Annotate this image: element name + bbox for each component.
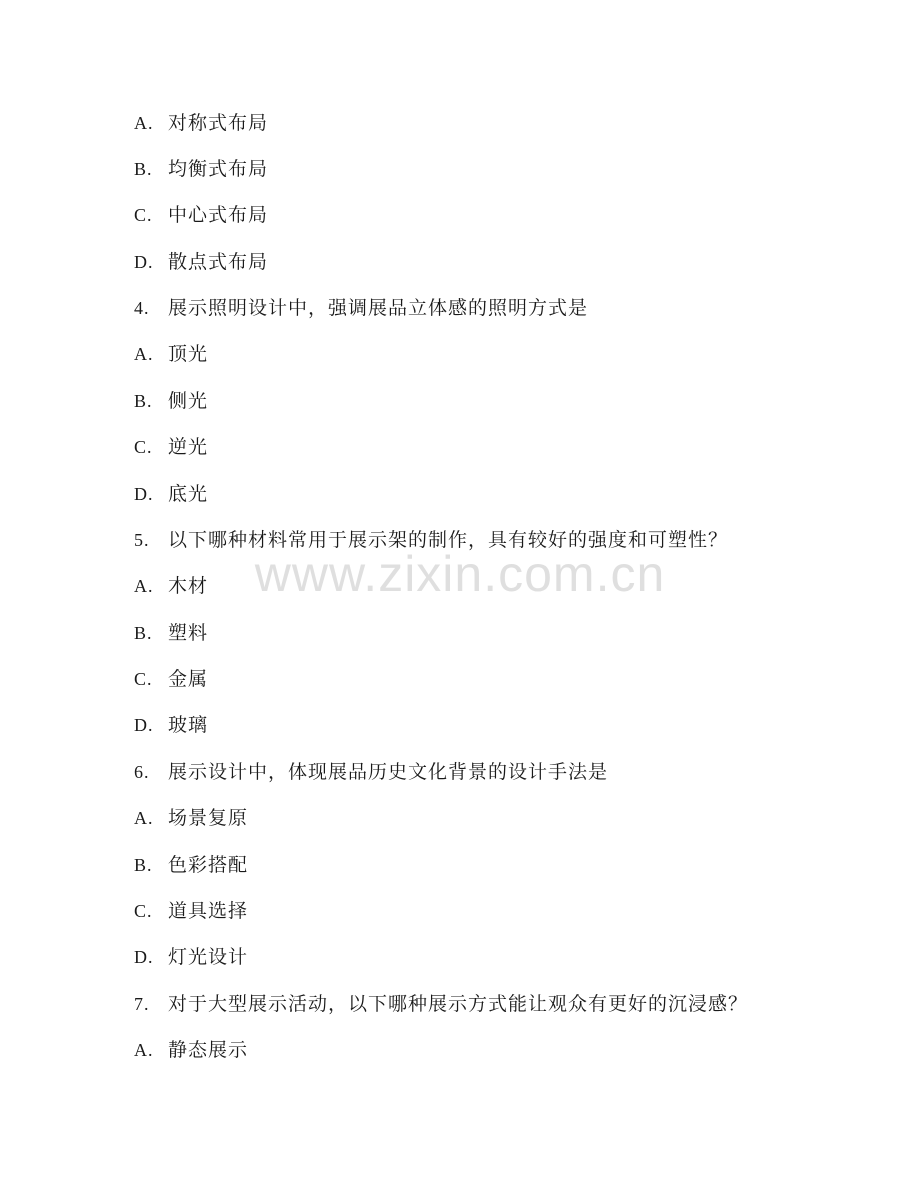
option-mark: D. bbox=[134, 484, 154, 504]
question-text: 展示设计中，体现展品历史文化背景的设计手法是 bbox=[168, 761, 609, 783]
option-line bbox=[134, 479, 208, 509]
option-mark: A. bbox=[134, 576, 154, 596]
option-text: 顶光 bbox=[168, 343, 209, 365]
question-line bbox=[134, 525, 728, 555]
question-text: 对于大型展示活动，以下哪种展示方式能让观众有更好的沉浸感？ bbox=[168, 993, 749, 1015]
option-line bbox=[134, 571, 208, 601]
option-text: 玻璃 bbox=[168, 714, 209, 736]
question-line bbox=[134, 989, 748, 1019]
option-mark: A. bbox=[134, 1040, 154, 1060]
question-line bbox=[134, 757, 608, 787]
question-text: 以下哪种材料常用于展示架的制作，具有较好的强度和可塑性？ bbox=[168, 529, 729, 551]
option-text: 塑料 bbox=[168, 622, 209, 644]
option-mark: D. bbox=[134, 947, 154, 967]
option-text: 均衡式布局 bbox=[168, 158, 269, 180]
option-mark: C. bbox=[134, 901, 153, 921]
option-line bbox=[134, 247, 268, 277]
option-line bbox=[134, 339, 208, 369]
option-mark: D. bbox=[134, 715, 154, 735]
option-line bbox=[134, 618, 208, 648]
option-line bbox=[134, 432, 208, 462]
option-mark: A. bbox=[134, 808, 154, 828]
question-line bbox=[134, 293, 588, 323]
option-text: 中心式布局 bbox=[168, 204, 269, 226]
option-mark: C. bbox=[134, 669, 153, 689]
option-text: 散点式布局 bbox=[168, 251, 269, 273]
option-text: 逆光 bbox=[168, 436, 209, 458]
option-mark: B. bbox=[134, 391, 153, 411]
question-number: 6. bbox=[134, 762, 150, 782]
option-line bbox=[134, 154, 268, 184]
option-line bbox=[134, 200, 268, 230]
option-mark: C. bbox=[134, 437, 153, 457]
option-line bbox=[134, 850, 248, 880]
option-mark: B. bbox=[134, 159, 153, 179]
option-text: 色彩搭配 bbox=[168, 854, 249, 876]
option-mark: A. bbox=[134, 113, 154, 133]
option-text: 道具选择 bbox=[168, 900, 249, 922]
option-text: 金属 bbox=[168, 668, 209, 690]
option-mark: B. bbox=[134, 623, 153, 643]
option-mark: B. bbox=[134, 855, 153, 875]
option-text: 侧光 bbox=[168, 390, 209, 412]
option-text: 对称式布局 bbox=[168, 112, 269, 134]
option-mark: A. bbox=[134, 344, 154, 364]
option-text: 场景复原 bbox=[168, 807, 249, 829]
option-text: 静态展示 bbox=[168, 1039, 249, 1061]
option-line bbox=[134, 1035, 248, 1065]
option-line bbox=[134, 896, 248, 926]
question-text: 展示照明设计中，强调展品立体感的照明方式是 bbox=[168, 297, 589, 319]
option-mark: C. bbox=[134, 205, 153, 225]
option-line bbox=[134, 803, 248, 833]
option-line bbox=[134, 108, 268, 138]
option-line bbox=[134, 664, 208, 694]
option-text: 灯光设计 bbox=[168, 946, 249, 968]
option-line bbox=[134, 386, 208, 416]
question-number: 4. bbox=[134, 298, 150, 318]
option-mark: D. bbox=[134, 252, 154, 272]
question-number: 5. bbox=[134, 530, 150, 550]
option-text: 木材 bbox=[168, 575, 209, 597]
option-line bbox=[134, 942, 248, 972]
option-text: 底光 bbox=[168, 483, 209, 505]
watermark: www.zixin.com.cn bbox=[254, 546, 666, 602]
option-line bbox=[134, 710, 208, 740]
question-number: 7. bbox=[134, 994, 150, 1014]
